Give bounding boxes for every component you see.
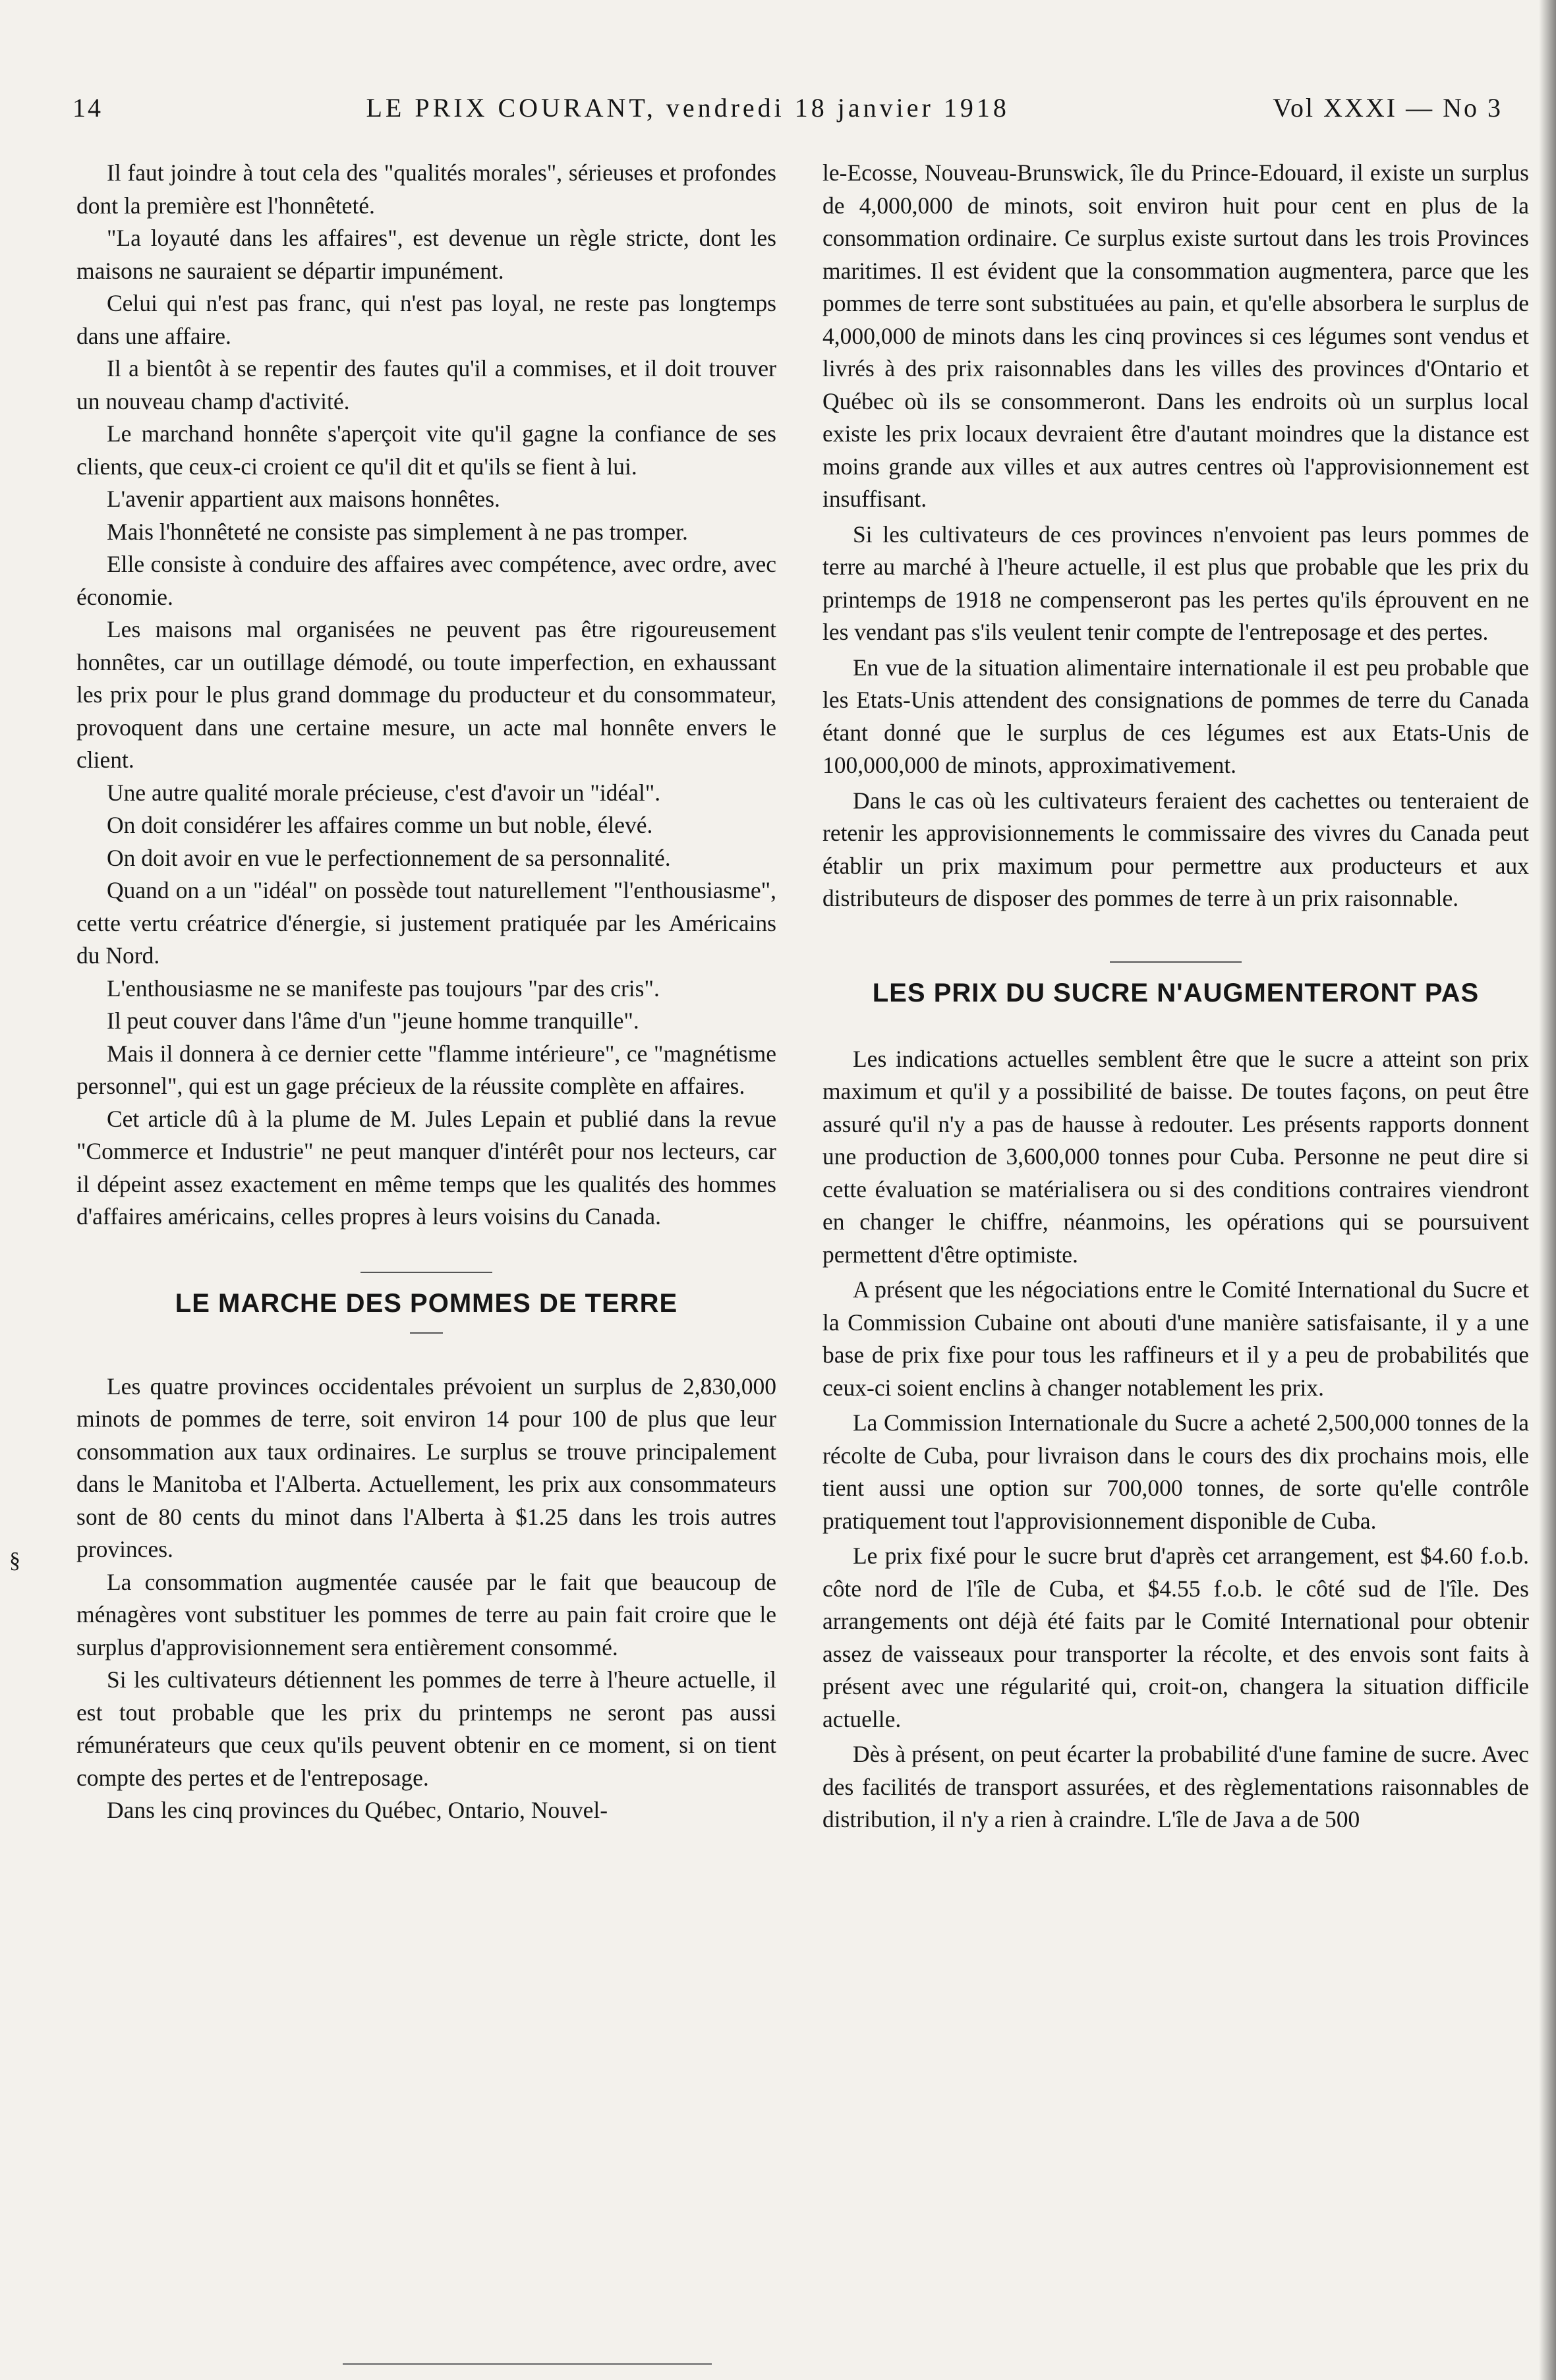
article-paragraph: Mais il donnera à ce dernier cette "flamme intérieure", ce "magnétisme personnel", qui est un gage précieux de la réussite complète en affaires. bbox=[76, 1040, 776, 1099]
article-paragraph: Si les cultivateurs de ces provinces n'envoient pas leurs pommes de terre au marché à l'heure actuelle, il est plus que probable que les prix du printemps de 1918 ne compenseront pas les pertes qu'ils éprouvent en ne les vendant pas s'ils veulent tenir compte de l'entreposage et des pertes. bbox=[822, 521, 1529, 645]
publication-line: LE PRIX COURANT, vendredi 18 janvier 1918 bbox=[366, 92, 1010, 123]
article-paragraph: Quand on a un "idéal" on possède tout naturellement "l'enthousiasme", cette vertu créatrice d'énergie, si justement pratiquée par les Américains du Nord. bbox=[76, 877, 776, 969]
article-paragraph: le-Ecosse, Nouveau-Brunswick, île du Prince-Edouard, il existe un surplus de 4,000,000 de minots, soit environ huit pour cent en plus de la consommation ordinaire. Ce surplus existe surtout dans les trois Provinces maritimes. Il est évident que la consommation augmentera, parce que les pommes de terre sont substituées au pain, et qu'elle absorbera le surplus de 4,000,000 de minots dans les cinq provinces si ces légumes sont vendus et livrés à des prix raisonnables dans les villes des provinces d'Ontario et Québec où ils se consommeront. Dans les endroits où un surplus local existe les prix locaux devraient être d'autant moindres que la distance est moins grande aux villes et aux autres centres où l'approvisionnement est insuffisant. bbox=[822, 159, 1529, 512]
page-number: 14 bbox=[72, 92, 103, 123]
left-column bbox=[76, 157, 776, 2354]
section-divider bbox=[360, 1272, 492, 1273]
section-title-potatoes: LE MARCHE DES POMMES DE TERRE bbox=[175, 1288, 678, 1318]
volume-number: Vol XXXI — No 3 bbox=[1273, 92, 1503, 123]
article-paragraph: Si les cultivateurs détiennent les pommes de terre à l'heure actuelle, il est tout probable que les prix du printemps ne seront pas aussi rémunérateurs que ceux qu'ils peuvent obtenir en ce moment, si on tient compte des pertes et de l'entreposage. bbox=[76, 1666, 776, 1791]
article-paragraph: La consommation augmentée causée par le fait que beaucoup de ménagères vont substituer les pommes de terre au pain fait croire que le surplus d'approvisionnement sera entièrement consommé. bbox=[76, 1568, 776, 1660]
article-paragraph: A présent que les négociations entre le Comité International du Sucre et la Commission Cubaine ont abouti d'une manière satisfaisante, il y a une base de prix fixe pour tous les raffineurs et il y a peu de probabilités que ceux-ci soient enclins à changer notablement les prix. bbox=[822, 1276, 1529, 1401]
article-paragraph: Le prix fixé pour le sucre brut d'après cet arrangement, est $4.60 f.o.b. côte nord de l'île de Cuba, et $4.55 f.o.b. le côté sud de l'île. Des arrangements ont déjà été faits par le Comité International pour obtenir assez de vaisseaux pour transporter la récolte, et des envois sont faits à présent avec une régularité qui, croit-on, changera la situation difficile actuelle. bbox=[822, 1543, 1529, 1732]
article-paragraph: On doit considérer les affaires comme un but noble, élevé. bbox=[107, 812, 653, 838]
article-paragraph: Il a bientôt à se repentir des fautes qu'il a commises, et il doit trouver un nouveau champ d'activité. bbox=[76, 355, 776, 414]
section-divider bbox=[1110, 961, 1242, 963]
page-edge-shadow bbox=[1539, 0, 1556, 2380]
article-paragraph: Il peut couver dans l'âme d'un "jeune homme tranquille". bbox=[107, 1007, 639, 1034]
article-paragraph: L'avenir appartient aux maisons honnêtes. bbox=[107, 486, 500, 512]
article-paragraph: Les maisons mal organisées ne peuvent pas être rigoureusement honnêtes, car un outillage démodé, ou toute imperfection, en exhaussant les prix pour le plus grand dommage du producteur et du consommateur, provoquent dans une certaine mesure, un acte mal honnête envers le client. bbox=[76, 616, 776, 773]
article-paragraph: Celui qui n'est pas franc, qui n'est pas loyal, ne reste pas longtemps dans une affaire. bbox=[76, 290, 776, 349]
article-paragraph: En vue de la situation alimentaire internationale il est peu probable que les Etats-Unis attendent des consignations de pommes de terre du Canada étant donné que le surplus de ces légumes est aux Etats-Unis de 100,000,000 de minots, approximativement. bbox=[822, 654, 1529, 778]
article-paragraph: Dès à présent, on peut écarter la probabilité d'une famine de sucre. Avec des facilités de transport assurées, et des règlementations raisonnables de distribution, il n'y a rien à craindre. L'île de Java a de 500 bbox=[822, 1741, 1529, 1832]
article-paragraph: Une autre qualité morale précieuse, c'est d'avoir un "idéal". bbox=[107, 779, 661, 806]
article-paragraph: La Commission Internationale du Sucre a acheté 2,500,000 tonnes de la récolte de Cuba, pour livraison dans le cours des dix prochains mois, elle tient aussi une option sur 700,000 tonnes, de sorte qu'elle contrôle pratiquement tout l'approvisionnement disponible de Cuba. bbox=[822, 1409, 1529, 1534]
article-paragraph: Elle consiste à conduire des affaires avec compétence, avec ordre, avec économie. bbox=[76, 551, 776, 610]
article-paragraph: Dans le cas où les cultivateurs feraient des cachettes ou tenteraient de retenir les approvisionnements le commissaire des vivres du Canada peut établir un prix maximum pour permettre aux producteurs et aux distributeurs de disposer des pommes de terre à un prix raisonnable. bbox=[822, 787, 1529, 911]
right-column bbox=[822, 157, 1529, 2354]
page-header bbox=[72, 84, 1503, 130]
article-paragraph: Le marchand honnête s'aperçoit vite qu'il gagne la confiance de ses clients, que ceux-ci croient ce qu'il dit et qu'ils se fient à lui. bbox=[76, 420, 776, 480]
article-paragraph: Cet article dû à la plume de M. Jules Lepain et publié dans la revue "Commerce et Industrie" ne peut manquer d'intérêt pour nos lecteurs, car il dépeint assez exactement en même temps que les qualités des hommes d'affaires américains, celles propres à leurs voisins du Canada. bbox=[76, 1105, 776, 1230]
article-paragraph: "La loyauté dans les affaires", est devenue un règle stricte, dont les maisons ne sauraient se départir impunément. bbox=[76, 225, 776, 284]
article-paragraph: Les indications actuelles semblent être que le sucre a atteint son prix maximum et qu'il y a possibilité de baisse. De toutes façons, on peut être assuré qu'il n'y a pas de hausse à redouter. Les présents rapports donnent une production de 3,600,000 tonnes pour Cuba. Personne ne peut dire si cette évaluation se matérialisera ou si des conditions contraires viendront en changer le chiffre, néanmoins, les opérations qui se poursuivent permettent d'être optimiste. bbox=[822, 1045, 1529, 1268]
margin-mark: § bbox=[9, 1548, 20, 1573]
article-paragraph: Mais l'honnêteté ne consiste pas simplement à ne pas tromper. bbox=[107, 518, 688, 545]
title-underline bbox=[410, 1332, 443, 1334]
article-paragraph: Les quatre provinces occidentales prévoient un surplus de 2,830,000 minots de pommes de terre, soit environ 14 pour 100 de plus que leur consommation aux taux ordinaires. Le surplus se trouve principalement dans le Manitoba et l'Alberta. Actuellement, les prix aux consommateurs sont de 80 cents du minot dans l'Alberta à $1.25 dans les trois autres provinces. bbox=[76, 1373, 776, 1562]
article-paragraph: Dans les cinq provinces du Québec, Ontario, Nouvel- bbox=[107, 1797, 608, 1823]
article-paragraph: Il faut joindre à tout cela des "qualités morales", sérieuses et profondes dont la première est l'honnêteté. bbox=[76, 159, 776, 219]
bottom-rule bbox=[343, 2363, 712, 2365]
section-title-sugar: LES PRIX DU SUCRE N'AUGMENTERONT PAS bbox=[872, 978, 1480, 1007]
article-paragraph: L'enthousiasme ne se manifeste pas toujours "par des cris". bbox=[107, 975, 660, 1002]
article-paragraph: On doit avoir en vue le perfectionnement de sa personnalité. bbox=[107, 844, 671, 871]
